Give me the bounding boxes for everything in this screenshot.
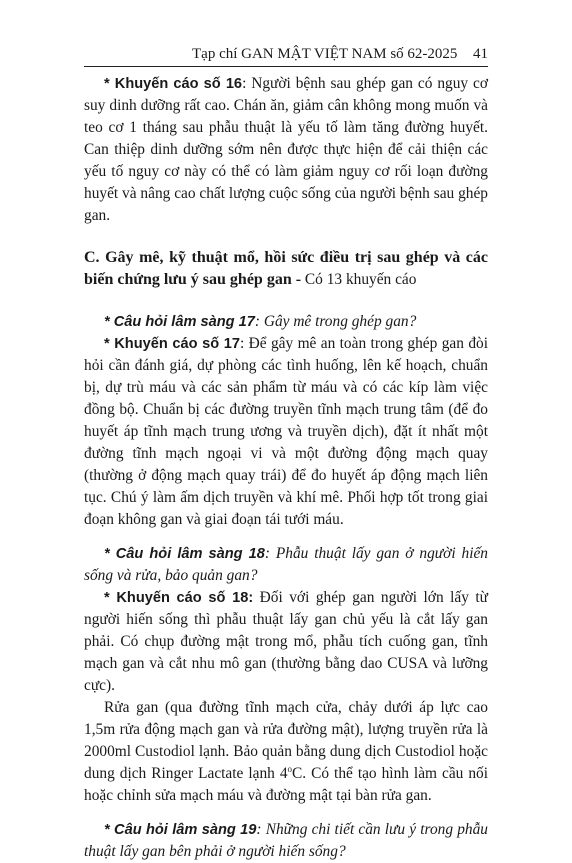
paragraph-text: C. Có thể tạo hình làm cầu nối hoặc chỉnh sửa mạch máu và đường mật tại bàn rửa gan.: [84, 765, 488, 804]
recommendation-text: : Người bệnh sau ghép gan có nguy cơ suy dinh dưỡng rất cao. Chán ăn, giảm cân không mong muốn và teo cơ 1 tháng sau phẫu thuật là yếu tố làm tăng đường huyết. Can thiệp dinh dưỡng sớm nên được thực hiện để cải thiện các yếu tố nguy cơ này có thể có làm giảm nguy cơ rối loạn đường huyết và nâng cao chất lượng cuộc sống của người bệnh sau ghép gan.: [84, 75, 488, 224]
recommendation-16: [84, 73, 488, 227]
recommendation-label: * Khuyến cáo số 16: [104, 76, 243, 92]
recommendation-text: : Để gây mê an toàn trong ghép gan đòi hỏi cần đánh giá, dự phòng các tình huống, lên kế hoạch, chuẩn bị, dự trù máu và các sản phẩm từ máu và có các kíp làm việc đồng bộ. Chuẩn bị các đường truyền tĩnh mạch trung tâm (để đo huyết áp tĩnh mạch trung ương và truyền dịch), đặt ít nhất một đường tĩnh mạch ngoại vi và một đường động mạch quay (thường ở động mạch quay trái) để đo huyết áp động mạch liên tục. Chú ý làm ấm dịch truyền và khí mê. Phối hợp tốt trong giai đoạn không gan và giai đoạn tái tưới máu.: [84, 335, 488, 528]
recommendation-17: [84, 333, 488, 531]
recommendation-18: [84, 587, 488, 697]
clinical-question-19: [84, 819, 488, 863]
recommendation-label: * Khuyến cáo số 18:: [104, 590, 254, 606]
recommendation-text: Đối với ghép gan người lớn lấy từ người hiến sống thì phẫu thuật lấy gan chủ yếu là cắt lấy gan phải. Có chụp đường mật trong mổ, phẫu tích cuống gan, tĩnh mạch gan và cắt nhu mô gan (thường bằng dao CUSA và lưỡng cực).: [84, 589, 489, 694]
degree-superscript: o: [287, 763, 293, 774]
clinical-question-17: [84, 311, 488, 333]
recommendation-label: * Khuyến cáo số 17: [104, 336, 240, 352]
question-text: : Những chi tiết cần lưu ý trong phẫu thuật lấy gan bên phải ở người hiến sống?: [84, 821, 488, 860]
header-rule: [84, 66, 488, 67]
paragraph-text: Rửa gan (qua đường tĩnh mạch cửa, chảy dưới áp lực cao 1,5m rửa động mạch gan và rửa đường mật), lượng truyền rửa là 2000ml Custodiol lạnh. Bảo quản bằng dung dịch Custodiol hoặc dung dịch Ringer Lactate lạnh 4: [84, 699, 488, 782]
section-c-heading: [84, 247, 488, 291]
page-number: 41: [473, 46, 488, 62]
question-label: * Câu hỏi lâm sàng 19: [104, 822, 257, 838]
question-text: : Gây mê trong ghép gan?: [254, 313, 417, 330]
clinical-question-18: [84, 543, 488, 587]
recommendation-18-continued: [84, 697, 488, 807]
journal-title: Tạp chí GAN MẬT VIỆT NAM số 62-2025: [192, 46, 458, 62]
question-label: * Câu hỏi lâm sàng 18: [104, 546, 265, 562]
question-text: : Phẫu thuật lấy gan ở người hiến sống và rửa, bảo quản gan?: [84, 545, 488, 584]
question-label: * Câu hỏi lâm sàng 17: [104, 314, 255, 330]
section-suffix: Có 13 khuyến cáo: [301, 271, 417, 288]
body-text: [84, 73, 488, 863]
section-title: C. Gây mê, kỹ thuật mổ, hồi sức điều trị sau ghép và các biến chứng lưu ý sau ghép gan -: [84, 249, 488, 288]
